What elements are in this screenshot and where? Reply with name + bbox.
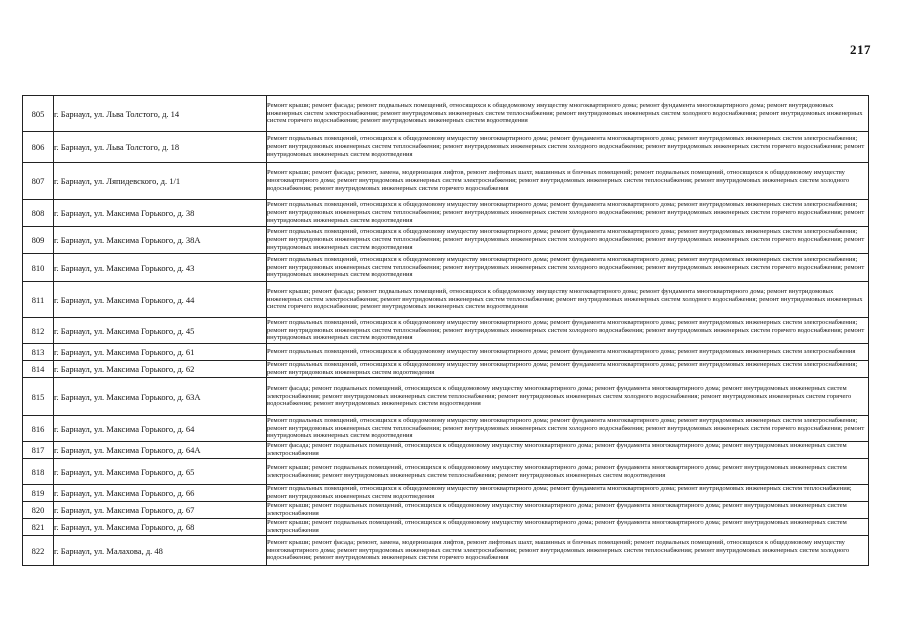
- repair-works-list: Ремонт подвальных помещений, относящихся к общедомовому имуществу многоквартирного дома; ремонт фундамента многоквартирного дома; ремонт внутридомовых инженерных систем электроснабжения; ремонт внутридомовых инженерных систем водоотведения: [267, 361, 869, 378]
- repair-works-list: Ремонт крыши; ремонт подвальных помещений, относящихся к общедомовому имуществу многоквартирного дома; ремонт фундамента многоквартирного дома; ремонт внутридомовых инженерных систем электроснабжения: [267, 502, 869, 519]
- row-number: 805: [23, 96, 54, 132]
- house-address: г. Барнаул, ул. Максима Горького, д. 43: [54, 254, 267, 282]
- repair-works-list: Ремонт крыши; ремонт подвальных помещений, относящихся к общедомовому имуществу многоквартирного дома; ремонт фундамента многоквартирного дома; ремонт внутридомовых инженерных систем электроснабжения; ремонт внутридомовых инженерных систем теплоснабжения; ремонт внутридомовых инженерных систем водоотведения: [267, 459, 869, 485]
- table-body: [23, 96, 869, 566]
- repair-works-list: Ремонт подвальных помещений, относящихся к общедомовому имуществу многоквартирного дома; ремонт фундамента многоквартирного дома; ремонт внутридомовых инженерных систем электроснабжения; ремонт внутридомовых инженерных систем теплоснабжения; ремонт внутридомовых инженерных систем холодного водоснабжения; ремонт внутридомовых инженерных систем горячего водоснабжения; ремонт внутридомовых инженерных систем водоотведения: [267, 132, 869, 163]
- row-number: 813: [23, 344, 54, 361]
- row-number: 809: [23, 227, 54, 254]
- house-address: г. Барнаул, ул. Ляпидевского, д. 1/1: [54, 163, 267, 200]
- repair-works-list: Ремонт подвальных помещений, относящихся к общедомовому имуществу многоквартирного дома; ремонт фундамента многоквартирного дома; ремонт внутридомовых инженерных систем электроснабжения; ремонт внутридомовых инженерных систем теплоснабжения; ремонт внутридомовых инженерных систем холодного водоснабжения; ремонт внутридомовых инженерных систем горячего водоснабжения; ремонт внутридомовых инженерных систем водоотведения: [267, 416, 869, 442]
- row-number: 821: [23, 519, 54, 536]
- house-address: г. Барнаул, ул. Максима Горького, д. 44: [54, 282, 267, 318]
- table-row: [23, 227, 869, 254]
- house-address: г. Барнаул, ул. Максима Горького, д. 45: [54, 318, 267, 344]
- repair-registry-table: [22, 95, 869, 566]
- repair-works-list: Ремонт крыши; ремонт фасада; ремонт, замена, модернизация лифтов, ремонт лифтовых шахт, машинных и блочных помещений; ремонт подвальных помещений, относящихся к общедомовому имуществу многоквартирного дома; ремонт внутридомовых инженерных систем электроснабжения; ремонт внутридомовых инженерных систем теплоснабжения; ремонт внутридомовых инженерных систем холодного водоснабжения; ремонт внутридомовых инженерных систем горячего водоснабжения: [267, 536, 869, 566]
- repair-works-list: Ремонт фасада; ремонт подвальных помещений, относящихся к общедомовому имуществу многоквартирного дома; ремонт фундамента многоквартирного дома; ремонт внутридомовых инженерных систем электроснабжения; ремонт внутридомовых инженерных систем теплоснабжения; ремонт внутридомовых инженерных систем холодного водоснабжения; ремонт внутридомовых инженерных систем горячего водоснабжения; ремонт внутридомовых инженерных систем водоотведения: [267, 378, 869, 416]
- house-address: г. Барнаул, ул. Максима Горького, д. 66: [54, 485, 267, 502]
- row-number: 817: [23, 442, 54, 459]
- house-address: г. Барнаул, ул. Максима Горького, д. 64А: [54, 442, 267, 459]
- row-number: 820: [23, 502, 54, 519]
- table-row: [23, 344, 869, 361]
- table-row: [23, 282, 869, 318]
- house-address: г. Барнаул, ул. Максима Горького, д. 63А: [54, 378, 267, 416]
- repair-works-list: Ремонт подвальных помещений, относящихся к общедомовому имуществу многоквартирного дома; ремонт фундамента многоквартирного дома; ремонт внутридомовых инженерных систем электроснабжения; ремонт внутридомовых инженерных систем теплоснабжения; ремонт внутридомовых инженерных систем холодного водоснабжения; ремонт внутридомовых инженерных систем горячего водоснабжения; ремонт внутридомовых инженерных систем водоотведения: [267, 318, 869, 344]
- table-row: [23, 459, 869, 485]
- row-number: 822: [23, 536, 54, 566]
- table-row: [23, 361, 869, 378]
- house-address: г. Барнаул, ул. Максима Горького, д. 38А: [54, 227, 267, 254]
- table-row: [23, 485, 869, 502]
- table-row: [23, 378, 869, 416]
- house-address: г. Барнаул, ул. Максима Горького, д. 62: [54, 361, 267, 378]
- table-row: [23, 536, 869, 566]
- row-number: 819: [23, 485, 54, 502]
- table-row: [23, 442, 869, 459]
- table-row: [23, 318, 869, 344]
- page-number: 217: [850, 42, 871, 57]
- repair-works-list: Ремонт подвальных помещений, относящихся к общедомовому имуществу многоквартирного дома; ремонт фундамента многоквартирного дома; ремонт внутридомовых инженерных систем электроснабжения; ремонт внутридомовых инженерных систем теплоснабжения; ремонт внутридомовых инженерных систем холодного водоснабжения; ремонт внутридомовых инженерных систем горячего водоснабжения; ремонт внутридомовых инженерных систем водоотведения: [267, 200, 869, 227]
- row-number: 808: [23, 200, 54, 227]
- table-row: [23, 416, 869, 442]
- house-address: г. Барнаул, ул. Максима Горького, д. 61: [54, 344, 267, 361]
- repair-works-list: Ремонт фасада; ремонт подвальных помещений, относящихся к общедомовому имуществу многоквартирного дома; ремонт фундамента многоквартирного дома; ремонт внутридомовых инженерных систем электроснабжения: [267, 442, 869, 459]
- row-number: 806: [23, 132, 54, 163]
- table-row: [23, 519, 869, 536]
- table-row: [23, 163, 869, 200]
- repair-works-list: Ремонт подвальных помещений, относящихся к общедомовому имуществу многоквартирного дома; ремонт фундамента многоквартирного дома; ремонт внутридомовых инженерных систем электроснабжения: [267, 344, 869, 361]
- house-address: г. Барнаул, ул. Малахова, д. 48: [54, 536, 267, 566]
- house-address: г. Барнаул, ул. Льва Толстого, д. 14: [54, 96, 267, 132]
- house-address: г. Барнаул, ул. Максима Горького, д. 65: [54, 459, 267, 485]
- table-row: [23, 254, 869, 282]
- repair-works-list: Ремонт крыши; ремонт фасада; ремонт подвальных помещений, относящихся к общедомовому имуществу многоквартирного дома; ремонт фундамента многоквартирного дома; ремонт внутридомовых инженерных систем электроснабжения; ремонт внутридомовых инженерных систем теплоснабжения; ремонт внутридомовых инженерных систем холодного водоснабжения; ремонт внутридомовых инженерных систем горячего водоснабжения; ремонт внутридомовых инженерных систем водоотведения: [267, 96, 869, 132]
- table-row: [23, 502, 869, 519]
- repair-works-list: Ремонт подвальных помещений, относящихся к общедомовому имуществу многоквартирного дома; ремонт фундамента многоквартирного дома; ремонт внутридомовых инженерных систем электроснабжения; ремонт внутридомовых инженерных систем теплоснабжения; ремонт внутридомовых инженерных систем холодного водоснабжения; ремонт внутридомовых инженерных систем горячего водоснабжения; ремонт внутридомовых инженерных систем водоотведения: [267, 227, 869, 254]
- house-address: г. Барнаул, ул. Льва Толстого, д. 18: [54, 132, 267, 163]
- table-row: [23, 96, 869, 132]
- house-address: г. Барнаул, ул. Максима Горького, д. 67: [54, 502, 267, 519]
- table-row: [23, 132, 869, 163]
- row-number: 815: [23, 378, 54, 416]
- row-number: 814: [23, 361, 54, 378]
- repair-works-list: Ремонт подвальных помещений, относящихся к общедомовому имуществу многоквартирного дома; ремонт фундамента многоквартирного дома; ремонт внутридомовых инженерных систем электроснабжения; ремонт внутридомовых инженерных систем теплоснабжения; ремонт внутридомовых инженерных систем холодного водоснабжения; ремонт внутридомовых инженерных систем горячего водоснабжения; ремонт внутридомовых инженерных систем водоотведения: [267, 254, 869, 282]
- row-number: 818: [23, 459, 54, 485]
- row-number: 810: [23, 254, 54, 282]
- repair-works-list: Ремонт крыши; ремонт фасада; ремонт, замена, модернизация лифтов, ремонт лифтовых шахт, машинных и блочных помещений; ремонт подвальных помещений, относящихся к общедомовому имуществу многоквартирного дома; ремонт внутридомовых инженерных систем электроснабжения; ремонт внутридомовых инженерных систем теплоснабжения; ремонт внутридомовых инженерных систем холодного водоснабжения; ремонт внутридомовых инженерных систем горячего водоснабжения: [267, 163, 869, 200]
- row-number: 812: [23, 318, 54, 344]
- repair-works-list: Ремонт крыши; ремонт подвальных помещений, относящихся к общедомовому имуществу многоквартирного дома; ремонт фундамента многоквартирного дома; ремонт внутридомовых инженерных систем электроснабжения: [267, 519, 869, 536]
- house-address: г. Барнаул, ул. Максима Горького, д. 68: [54, 519, 267, 536]
- house-address: г. Барнаул, ул. Максима Горького, д. 38: [54, 200, 267, 227]
- row-number: 816: [23, 416, 54, 442]
- row-number: 811: [23, 282, 54, 318]
- row-number: 807: [23, 163, 54, 200]
- repair-works-list: Ремонт подвальных помещений, относящихся к общедомовому имуществу многоквартирного дома; ремонт фундамента многоквартирного дома; ремонт внутридомовых инженерных систем теплоснабжения; ремонт внутридомовых инженерных систем водоотведения: [267, 485, 869, 502]
- table-row: [23, 200, 869, 227]
- repair-works-list: Ремонт крыши; ремонт фасада; ремонт подвальных помещений, относящихся к общедомовому имуществу многоквартирного дома; ремонт фундамента многоквартирного дома; ремонт внутридомовых инженерных систем электроснабжения; ремонт внутридомовых инженерных систем теплоснабжения; ремонт внутридомовых инженерных систем холодного водоснабжения; ремонт внутридомовых инженерных систем горячего водоснабжения; ремонт внутридомовых инженерных систем водоотведения: [267, 282, 869, 318]
- house-address: г. Барнаул, ул. Максима Горького, д. 64: [54, 416, 267, 442]
